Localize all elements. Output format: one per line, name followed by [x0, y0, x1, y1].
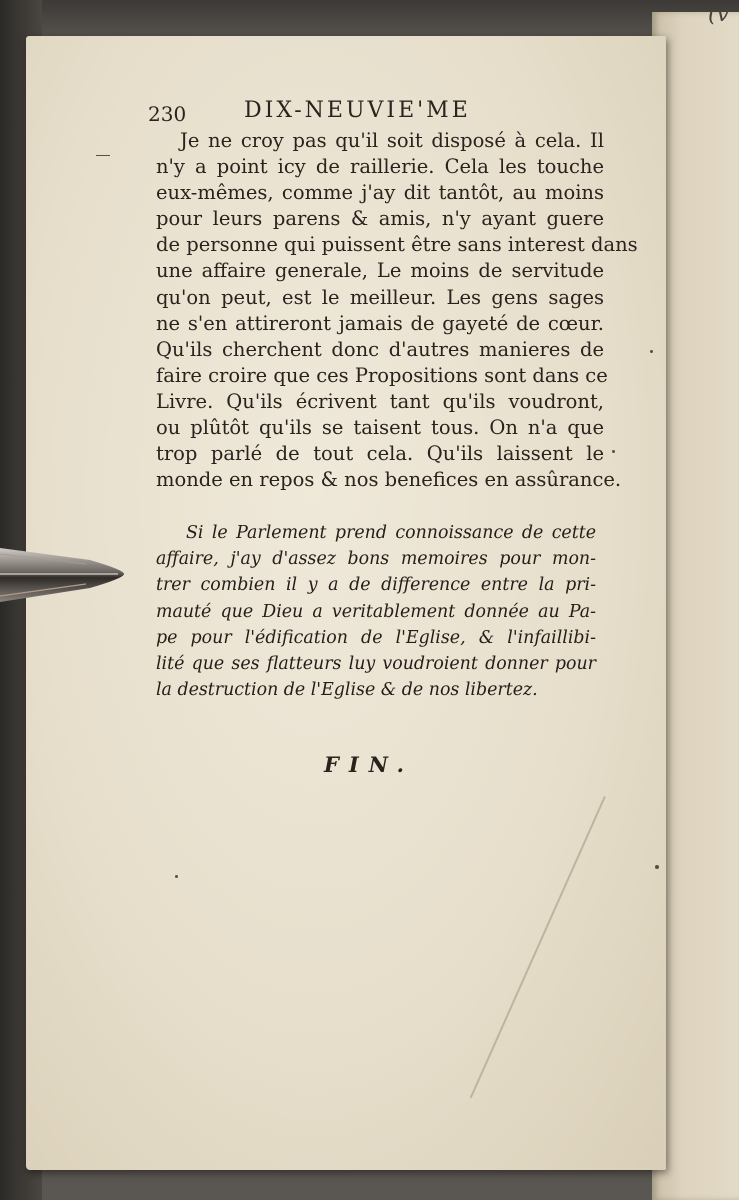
italic-line: lité que ses flatteurs luy voudroient donner pour — [156, 653, 596, 674]
paper-speck — [650, 350, 653, 353]
text-line: eux-mêmes, comme j'ay dit tantôt, au moins — [156, 181, 604, 205]
italic-line: Si le Parlement prend connoissance de cette — [186, 523, 596, 543]
text-line: une affaire generale, Le moins de servitude — [156, 259, 604, 283]
text-line: faire croire que ces Propositions sont dans ce — [156, 363, 608, 387]
text-line: ne s'en attireront jamais de gayeté de cœur. — [156, 311, 604, 335]
text-line: Livre. Qu'ils écrivent tant qu'ils voudront, — [156, 389, 604, 413]
italic-line: mauté que Dieu a veritablement donnée au Pa- — [156, 601, 596, 622]
italic-line: la destruction de l'Eglise & de nos libertez. — [156, 680, 538, 701]
italic-line: trer combien il y a de difference entre la pri- — [156, 575, 596, 596]
paper-speck — [655, 865, 659, 869]
text-line: n'y a point icy de raillerie. Cela les touche — [156, 155, 604, 179]
leaf-mark: (v — [708, 2, 730, 27]
paper-speck — [175, 875, 178, 878]
pointer-clip — [0, 540, 130, 608]
text-line: ou plûtôt qu'ils se taisent tous. On n'a que — [156, 416, 604, 440]
fin-mark: FIN. — [324, 752, 414, 777]
text-line: Qu'ils cherchent donc d'autres manieres de — [156, 337, 604, 361]
text-line: monde en repos & nos benefices en assûrance. — [156, 468, 622, 492]
italic-line: pe pour l'édification de l'Eglise, & l'infaillibi- — [156, 627, 596, 648]
page-header — [148, 98, 618, 128]
text-line: Je ne croy pas qu'il soit disposé à cela. Il — [180, 129, 604, 152]
page-number: 230 — [148, 102, 187, 126]
italic-line: affaire, j'ay d'assez bons memoires pour mon- — [156, 549, 596, 570]
paper-crease — [470, 796, 606, 1098]
paper-speck — [612, 450, 615, 453]
text-line: pour leurs parens & amis, n'y ayant guere — [156, 207, 604, 231]
paper-speck — [96, 155, 110, 156]
italic-note — [156, 520, 596, 703]
background-top — [0, 0, 739, 40]
text-line: de personne qui puissent être sans interest dans — [156, 233, 638, 257]
text-line: qu'on peut, est le meilleur. Les gens sages — [156, 285, 604, 309]
body-paragraph — [156, 128, 638, 493]
text-line: trop parlé de tout cela. Qu'ils laissent le — [156, 442, 604, 466]
running-head: DIX-NEUVIE'ME — [244, 98, 471, 123]
